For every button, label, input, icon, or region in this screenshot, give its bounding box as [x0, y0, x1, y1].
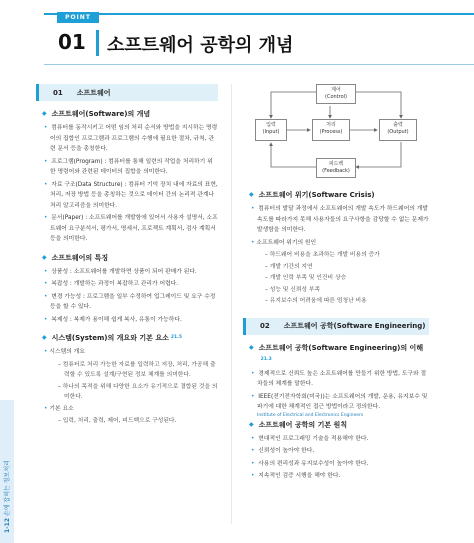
item-text: 유지보수의 어려움에 따른 엄청난 비용	[269, 298, 367, 304]
concept-list	[36, 123, 218, 245]
bullet-icon: •	[44, 125, 50, 131]
sub-item	[243, 262, 429, 273]
dash: –	[265, 286, 270, 293]
bullet-icon: •	[251, 393, 257, 400]
chapter-title: 소프트웨어 공학의 개념	[107, 35, 294, 56]
bullet-item	[243, 459, 429, 470]
crisis-list	[243, 204, 429, 236]
feature-list	[36, 267, 218, 326]
item-text: 상품성 : 소프트웨어를 개발하면 상품이 되어 판매가 된다.	[51, 268, 197, 275]
heading-text	[259, 343, 429, 365]
bullet-item	[36, 267, 218, 278]
item-text: 성능 및 신뢰성 부족	[269, 286, 321, 293]
bullet-icon: •	[44, 268, 50, 275]
bullet-text: 소프트웨어 위기의 원인	[256, 239, 317, 246]
heading-text: 시스템(System)의 개요와 기본 요소	[51, 334, 169, 342]
bullet-icon: •	[251, 473, 257, 479]
diagram-feedback: 피드백 (Feedback)	[316, 158, 356, 178]
chapter-bar	[96, 30, 99, 56]
bullet-item	[36, 292, 218, 313]
exam-ref: 21.3	[260, 356, 272, 362]
left-column	[36, 84, 218, 428]
heading-se-principles	[249, 420, 429, 430]
system-diagram	[243, 82, 429, 182]
item-text: 컴퓨터의 발달 과정에서 소프트웨어의 개발 속도가 하드웨어의 개발 속도를 따라가지 못해 사용자들의 요구사항을 감당할 수 없는 문제가 발생함을 의미한다.	[257, 206, 429, 233]
diamond-icon: ◆	[249, 191, 254, 198]
heading-text: 소프트웨어 위기(Software Crisis)	[258, 191, 375, 199]
diagram-process: 처리 (Process)	[312, 119, 350, 141]
item-text: 하나의 목적을 위해 다양한 요소가 유기적으로 결합된 것을 의미한다.	[62, 383, 218, 400]
side-label	[2, 460, 11, 533]
heading-text: 소프트웨어 공학의 기본 원칙	[258, 420, 348, 429]
chapter-rule	[44, 64, 474, 65]
heading-text: 소프트웨어(Software)의 개념	[51, 110, 151, 118]
diagram-control: 제어 (Control)	[316, 84, 356, 104]
sub-item	[243, 285, 429, 296]
bullet-icon: •	[251, 370, 257, 377]
se-principles-list	[243, 434, 429, 482]
item-text: 현대적인 프로그래밍 기술을 적용해야 한다.	[258, 435, 369, 442]
diamond-icon: ◆	[42, 253, 47, 261]
system-elements-sub	[36, 416, 218, 427]
dash: –	[58, 383, 63, 390]
crisis-causes-list	[243, 250, 429, 307]
crisis-causes	[243, 238, 429, 249]
section-header-01	[36, 84, 218, 101]
bullet-icon: •	[44, 316, 50, 323]
item-text: 컴퓨터를 동작시키고 어떤 임의 처리 순서와 방법을 지시하는 명령어의 집합인 프로그램과 프로그램의 수행에 필요한 절차, 규칙, 관련 문서 등을 총칭한다.	[50, 125, 218, 152]
bullet-item	[243, 471, 429, 482]
bullet-item	[243, 369, 429, 390]
header-rule	[44, 13, 474, 15]
dash: –	[265, 298, 270, 304]
diamond-icon: ◆	[249, 343, 254, 351]
right-column	[243, 84, 429, 484]
bullet-item	[36, 180, 218, 212]
sub-item	[243, 250, 429, 261]
dash: –	[265, 275, 270, 281]
diamond-icon: ◆	[42, 110, 47, 117]
sub-text: 입력, 처리, 출력, 제어, 피드백으로 구성된다.	[62, 418, 177, 424]
section-number: 02	[260, 322, 270, 330]
diagram-output: 출력 (Output)	[379, 119, 417, 141]
bullet-item	[36, 279, 218, 290]
dash: –	[58, 361, 63, 368]
se-list	[243, 369, 429, 413]
item-text: 문서(Paper) : 소프트웨어를 개발함에 있어서 사용자 설명서, 소프트웨어 요구분석서, 평가서, 명세서, 프로젝트 계획서, 검사 계획서 등을 의미한다.	[50, 215, 218, 242]
bullet-item	[36, 123, 218, 155]
section-number: 01	[53, 88, 63, 97]
dash: –	[265, 252, 270, 258]
diamond-icon: ◆	[249, 420, 254, 428]
item-text: 지속적인 검증 시행을 해야 한다.	[258, 473, 341, 479]
sub-item	[36, 360, 218, 381]
sub-item	[243, 273, 429, 284]
item-text: 컴퓨터로 처리 가능한 자료를 입력하고 저장, 처리, 가공해 출력할 수 있도록 설계/구현된 정보 체계를 의미한다.	[62, 361, 216, 378]
bullet-item	[243, 392, 429, 413]
bullet-item	[243, 446, 429, 457]
column-divider	[231, 84, 232, 524]
dash: –	[58, 418, 63, 424]
heading-se-concept	[249, 343, 429, 365]
bullet-icon: •	[251, 206, 257, 212]
bullet-icon: •	[44, 215, 50, 221]
page-number: 1-12	[4, 517, 11, 533]
bullet-item	[243, 204, 429, 236]
bullet-icon: •	[44, 405, 48, 412]
bullet-item	[243, 434, 429, 445]
bullet-icon: •	[251, 460, 257, 467]
heading-text-inner: 소프트웨어 공학(Software Engineering)의 이해	[258, 343, 424, 352]
bullet-icon: •	[44, 349, 48, 355]
item-text: 개발 기간의 지연	[269, 263, 313, 270]
heading-software-concept	[42, 109, 218, 119]
bullet-item	[36, 157, 218, 178]
bullet-icon: •	[251, 239, 255, 246]
bullet-icon: •	[44, 293, 50, 300]
bullet-icon: •	[44, 158, 50, 165]
sub-item	[243, 296, 429, 307]
item-text: 개발 인력 부족 및 인건비 상승	[269, 275, 347, 281]
bullet-icon: •	[251, 448, 257, 454]
item-text: 변경 가능성 : 프로그램을 일부 수정하여 업그레이드 및 요구 수정 등을 할 수 있다.	[50, 293, 216, 310]
item-text: 경제적으로 신뢰도 높은 소프트웨어를 만들기 위한 방법, 도구와 절차들의 체계를 말한다.	[257, 370, 427, 387]
system-overview-subs	[36, 360, 218, 403]
item-text: 프로그램(Program) : 컴퓨터를 통해 일련의 작업을 처리하기 위한 명령어와 관련된 데이터의 집합을 의미한다.	[50, 158, 213, 175]
system-overview	[36, 347, 218, 358]
item-text: 하드웨어 비용을 초과하는 개발 비용의 증가	[269, 252, 380, 258]
book-label: 손에 잡히는 정보처리	[4, 460, 11, 517]
dash: –	[265, 263, 270, 270]
section-title: 소프트웨어 공학(Software Engineering)	[283, 322, 426, 330]
heading-crisis	[249, 190, 429, 200]
sub-item	[36, 382, 218, 403]
diamond-icon: ◆	[42, 334, 47, 341]
exam-ref: 21.5	[170, 335, 182, 340]
diagram-input: 입력 (Input)	[255, 119, 287, 141]
system-elements	[36, 404, 218, 415]
heading-text: 소프트웨어의 특징	[51, 253, 109, 262]
item-text: 자료 구조(Data Structure) : 컴퓨터 기억 장치 내에 자료의 표현, 처리, 저장 방법 등을 총칭하는 것으로 데이터 간의 논리적 관계나 처리 알고리즘을 의미한다.	[50, 181, 218, 209]
bullet-text: 시스템의 개요	[49, 349, 85, 355]
point-tag: POINT	[57, 12, 99, 23]
bullet-icon: •	[251, 435, 257, 442]
item-text: 복잡성 : 개발하는 과정이 복잡하고 관리가 어렵다.	[51, 281, 179, 287]
heading-software-features	[42, 253, 218, 263]
bullet-text: 기본 요소	[49, 405, 74, 412]
bullet-icon: •	[44, 181, 50, 188]
item-text: 복제성 : 복제가 용이해 쉽게 복사, 유통이 가능하다.	[51, 316, 182, 323]
bullet-item	[36, 213, 218, 245]
bullet-item	[36, 315, 218, 326]
bullet-icon: •	[44, 281, 50, 287]
section-title: 소프트웨어	[76, 88, 111, 97]
item-text: IEEE(전기전자학회(미국))는 소프트웨어의 개발, 운용, 유지보수 및 파기에 대한 체계적인 접근 방법이라고 정의한다.	[257, 393, 428, 410]
section-header-02	[243, 318, 429, 335]
chapter-number: 01	[58, 30, 86, 54]
item-text: 사용의 편리성과 유지보수성이 높아야 한다.	[258, 460, 369, 467]
ieee-fullname: Institute of Electrical and Electronics Engineers	[257, 412, 364, 418]
item-text: 신뢰성이 높아야 한다.	[258, 448, 315, 454]
heading-system	[42, 333, 218, 343]
